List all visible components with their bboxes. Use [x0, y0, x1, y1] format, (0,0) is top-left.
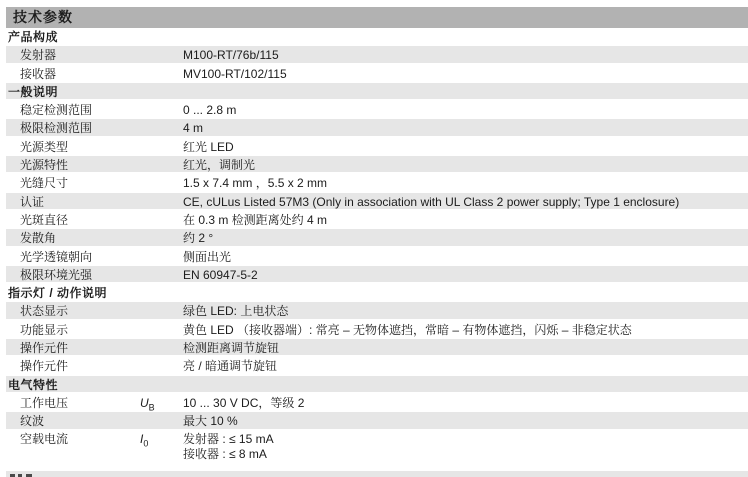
table-row [6, 302, 748, 320]
row-value: 红光 LED [183, 139, 234, 154]
row-value: 最大 10 % [183, 414, 238, 429]
spec-sheet [6, 7, 748, 464]
table-row [6, 266, 748, 284]
page-title: 技术参数 [6, 7, 748, 28]
row-label: 光源类型 [20, 139, 69, 154]
row-value: 黄色 LED （接收器端）: 常亮 – 无物体遮挡，常暗 – 有物体遮挡，闪烁 – 非稳定状态 [183, 322, 632, 337]
row-label: 空载电流 [20, 431, 69, 446]
row-symbol-ub: $U_B$ [140, 395, 155, 413]
row-symbol [140, 46, 183, 64]
row-label: 操作元件 [20, 359, 69, 374]
row-value: CE, cULus Listed 57M3 (Only in association with UL Class 2 power supply; Type 1 enclosure) [183, 194, 680, 209]
row-value: 0 ... 2.8 m [183, 103, 237, 118]
row-label: 极限检测范围 [20, 121, 93, 136]
table-row [6, 357, 748, 375]
table-row [6, 394, 748, 412]
table-row [6, 138, 748, 156]
row-value: 在 0.3 m 检测距离处约 4 m [183, 212, 328, 227]
row-symbol [140, 101, 183, 119]
row-symbol [140, 193, 183, 211]
row-label: 纹波 [20, 414, 45, 429]
row-value-line1: 发射器 : ≤ 15 mA [183, 431, 274, 446]
row-symbol [140, 302, 183, 320]
row-label: 稳定检测范围 [20, 103, 93, 118]
table-row [6, 119, 748, 137]
table-row [6, 174, 748, 192]
table-row [6, 339, 748, 357]
row-label: 接收器 [20, 66, 57, 81]
row-symbol [140, 248, 183, 266]
table-row [6, 412, 748, 430]
cutoff-next-row [6, 471, 748, 477]
row-label: 发射器 [20, 48, 57, 63]
section-title-product-composition: 产品构成 [8, 30, 59, 44]
table-row [6, 65, 748, 83]
row-label: 工作电压 [20, 395, 69, 410]
table-row [6, 193, 748, 211]
row-label: 认证 [20, 194, 45, 209]
row-symbol [140, 156, 183, 174]
section-title-indicators: 指示灯 / 动作说明 [8, 286, 108, 301]
row-symbol [140, 229, 183, 247]
row-label: 极限环境光强 [20, 267, 93, 282]
row-value: MV100-RT/102/115 [183, 66, 287, 81]
row-value: 1.5 x 7.4 mm ，5.5 x 2 mm [183, 176, 328, 191]
row-value: 约 2 ° [183, 231, 214, 246]
section-title-general: 一般说明 [6, 83, 748, 101]
row-symbol [140, 266, 183, 284]
row-label: 光源特性 [20, 158, 69, 173]
row-value [183, 432, 748, 464]
row-label: 光学透镜朝向 [20, 249, 93, 264]
row-symbol [140, 339, 183, 357]
row-value: 侧面出光 [183, 249, 232, 264]
row-value: 检测距离调节旋钮 [183, 341, 280, 356]
row-symbol [140, 412, 183, 430]
row-symbol [140, 138, 183, 156]
row-label: 状态显示 [20, 304, 69, 319]
row-value: EN 60947-5-2 [183, 267, 258, 282]
row-label: 发散角 [20, 231, 57, 246]
row-symbol [140, 119, 183, 137]
row-value: M100-RT/76b/115 [183, 48, 279, 63]
row-value: 10 ... 30 V DC，等级 2 [183, 395, 305, 410]
row-label: 光斑直径 [20, 212, 69, 227]
row-label: 光缝尺寸 [20, 176, 69, 191]
row-symbol [140, 211, 183, 229]
table-row [6, 248, 748, 266]
row-value: 红光，调制光 [183, 158, 256, 173]
row-symbol-i0: $I_0$ [140, 431, 149, 448]
table-row [6, 101, 748, 119]
row-symbol [140, 321, 183, 339]
row-value: 4 m [183, 121, 204, 136]
table-row [6, 156, 748, 174]
table-row [6, 321, 748, 339]
table-row [6, 431, 748, 464]
row-label: 功能显示 [20, 322, 69, 337]
table-row [6, 211, 748, 229]
row-symbol [140, 174, 183, 192]
table-row [6, 229, 748, 247]
table-row [6, 46, 748, 64]
row-symbol [140, 357, 183, 375]
row-label: 操作元件 [20, 341, 69, 356]
row-value: 绿色 LED: 上电状态 [183, 304, 289, 319]
row-symbol [140, 65, 183, 83]
section-title-electrical: 电气特性 [6, 376, 748, 394]
row-value-line2: 接收器 : ≤ 8 mA [183, 447, 267, 462]
row-value: 亮 / 暗通调节旋钮 [183, 359, 278, 374]
